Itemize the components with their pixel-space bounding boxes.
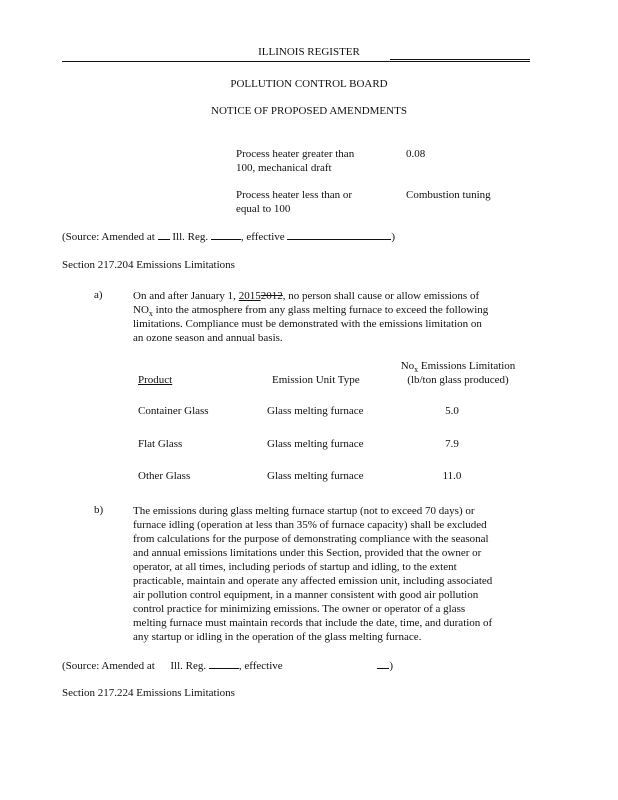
subsection-a-label: a) [94, 289, 103, 301]
header-rule [62, 61, 530, 62]
source-note-1-prefix: (Source: Amended at [62, 231, 155, 243]
source-note-2-blank-date [377, 659, 389, 669]
table-row-3-product: Other Glass [138, 470, 191, 482]
col-header-product-text: Product [138, 374, 173, 386]
source-note-1-effective: , effective [240, 231, 285, 243]
nox-subscript: x [148, 309, 153, 319]
table-row-1-unit: Glass melting furnace [267, 405, 364, 417]
nox-header-label: No [400, 360, 415, 372]
col-header-product [138, 374, 218, 387]
heater-row-2-label-line2: equal to 100 [236, 203, 291, 215]
register-title: ILLINOIS REGISTER [258, 46, 360, 58]
source-note-1 [62, 230, 395, 244]
table-row-3-unit: Glass melting furnace [267, 470, 364, 482]
notice-title: NOTICE OF PROPOSED AMENDMENTS [211, 105, 407, 117]
subsection-b-text [133, 504, 533, 644]
source-note-2-prefix: (Source: Amended at [62, 660, 155, 672]
col-header-limit-line1 [372, 360, 544, 373]
subsection-b-line-10: any startup or idling in the operation of the glass melting furnace. [133, 631, 422, 643]
table-row-2-limit: 7.9 [445, 438, 459, 450]
source-note-2-reg: Ill. Reg. [170, 660, 207, 672]
table-row-1-limit: 5.0 [445, 405, 459, 417]
source-note-1-blank-page [211, 230, 241, 240]
heater-row-1-value: 0.08 [406, 148, 426, 160]
subsection-b-line-7: air pollution control equipment, in a manner consistent with good air pollution [133, 589, 479, 601]
subsection-b-line-1: The emissions during glass melting furnace startup (not to exceed 70 days) or [133, 505, 475, 517]
subsection-b-label: b) [94, 504, 104, 516]
heater-row-2-value: Combustion tuning [406, 189, 491, 201]
subsection-a-text [133, 289, 533, 345]
heater-row-1-label-line1: Process heater greater than [236, 148, 355, 160]
table-row-3-limit: 11.0 [442, 470, 462, 482]
source-note-1-blank-date [287, 230, 391, 240]
col-header-limit-line2: (lb/ton glass produced) [407, 374, 509, 386]
subsection-a-text-cont: , no person shall cause or allow emissions of [282, 290, 480, 302]
source-note-2 [62, 659, 393, 673]
heater-row-1-label-line2: 100, mechanical draft [236, 162, 332, 174]
nox-header-subscript: x [414, 365, 419, 375]
subsection-b-line-9: melting furnace must maintain records that include the date, time, and duration of [133, 617, 493, 629]
subsection-b-line-6: practicable, maintain and operate any affected emission unit, including associated [133, 575, 493, 587]
subsection-b-line-5: operator, at all times, including periods of startup and idling, to the extent [133, 561, 457, 573]
header-underline [390, 59, 530, 60]
section-224-title: Section 217.224 Emissions Limitations [62, 687, 235, 699]
subsection-a-text-start: On and after January 1, [133, 290, 239, 302]
subsection-b-line-4: and annual emissions limitations under this Section, provided that the owner or [133, 547, 482, 559]
source-note-2-gap [285, 659, 377, 669]
subsection-b-line-8: control practice for minimizing emissions. The owner or operator of a glass [133, 603, 466, 615]
subsection-a-text-line3: limitations. Compliance must be demonstrated with the emissions limitation on [133, 318, 482, 330]
new-year: 2015 [238, 290, 261, 302]
source-note-1-close: ) [391, 231, 396, 243]
source-note-2-blank-page [209, 659, 239, 669]
source-note-2-effective: , effective [238, 660, 283, 672]
section-204-title: Section 217.204 Emissions Limitations [62, 259, 235, 271]
heater-row-2-label-line1: Process heater less than or [236, 189, 353, 201]
nox-header-text: Emissions Limitation [418, 360, 516, 372]
source-note-1-reg: Ill. Reg. [172, 231, 209, 243]
table-row-2-product: Flat Glass [138, 438, 183, 450]
source-note-2-blank-volume [158, 659, 168, 669]
struck-year: 2012 [260, 290, 283, 302]
board-title: POLLUTION CONTROL BOARD [230, 78, 388, 90]
nox-label: NO [133, 304, 149, 316]
table-row-1-product: Container Glass [138, 405, 209, 417]
table-row-2-unit: Glass melting furnace [267, 438, 364, 450]
col-header-unit-type: Emission Unit Type [272, 374, 360, 386]
subsection-a-text-line2: into the atmosphere from any glass melting furnace to exceed the following [152, 304, 489, 316]
source-note-2-close: ) [389, 660, 394, 672]
subsection-a-text-line4: an ozone season and annual basis. [133, 332, 283, 344]
subsection-b-line-3: from calculations for the purpose of demonstrating compliance with the seasonal [133, 533, 489, 545]
source-note-1-blank-volume [158, 230, 170, 240]
subsection-b-line-2: furnace idling (operation at less than 35% of furnace capacity) shall be excluded [133, 519, 487, 531]
